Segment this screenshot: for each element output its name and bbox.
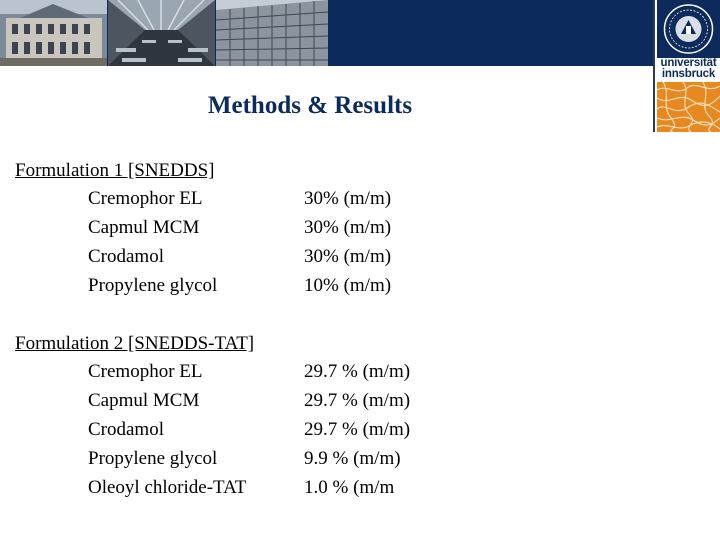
component-name: Propylene glycol bbox=[88, 448, 218, 469]
component-name: Oleoyl chloride-TAT bbox=[88, 477, 247, 498]
modern-building-photo bbox=[216, 0, 328, 66]
component-value: 29.7 % (m/m) bbox=[304, 361, 411, 382]
component-value: 30% (m/m) bbox=[304, 188, 392, 209]
formulation-1-heading: Formulation 1 [SNEDDS] bbox=[15, 160, 215, 181]
slide-title: Methods & Results bbox=[207, 92, 413, 119]
formulation-1-section bbox=[15, 158, 392, 304]
header-banner bbox=[0, 0, 653, 66]
component-row bbox=[15, 246, 392, 275]
formulation-2-components bbox=[15, 361, 411, 506]
component-row bbox=[15, 361, 411, 390]
logo-pattern-graphic bbox=[657, 82, 720, 132]
formulation-1-components bbox=[15, 188, 392, 304]
component-row bbox=[15, 390, 411, 419]
component-row bbox=[15, 448, 401, 477]
component-name: Cremophor EL bbox=[88, 188, 203, 209]
component-name: Propylene glycol bbox=[88, 275, 218, 296]
component-value: 10% (m/m) bbox=[304, 275, 392, 296]
wordmark-line-1: universität bbox=[660, 57, 717, 69]
component-name: Crodamol bbox=[88, 246, 164, 267]
component-row bbox=[15, 188, 392, 217]
component-value: 29.7 % (m/m) bbox=[304, 419, 411, 440]
wordmark-line-2: innsbruck bbox=[661, 68, 716, 80]
library-reading-room-photo bbox=[108, 0, 215, 66]
component-name: Capmul MCM bbox=[88, 217, 200, 238]
component-value: 30% (m/m) bbox=[304, 217, 392, 238]
component-value: 1.0 % (m/m bbox=[304, 477, 395, 498]
component-row bbox=[15, 477, 395, 506]
university-logo bbox=[653, 0, 720, 132]
component-value: 9.9 % (m/m) bbox=[304, 448, 401, 469]
component-value: 30% (m/m) bbox=[304, 246, 392, 267]
component-name: Crodamol bbox=[88, 419, 164, 440]
formulation-2-section bbox=[15, 331, 411, 506]
component-row bbox=[15, 275, 392, 304]
component-name: Cremophor EL bbox=[88, 361, 203, 382]
formulation-2-heading: Formulation 2 [SNEDDS-TAT] bbox=[15, 333, 255, 354]
university-wordmark bbox=[655, 58, 720, 80]
component-row bbox=[15, 217, 392, 246]
component-name: Capmul MCM bbox=[88, 390, 200, 411]
banner-fill bbox=[328, 0, 653, 66]
building-facade-photo bbox=[0, 0, 107, 66]
component-row bbox=[15, 419, 411, 448]
university-seal-icon bbox=[657, 0, 720, 58]
component-value: 29.7 % (m/m) bbox=[304, 390, 411, 411]
